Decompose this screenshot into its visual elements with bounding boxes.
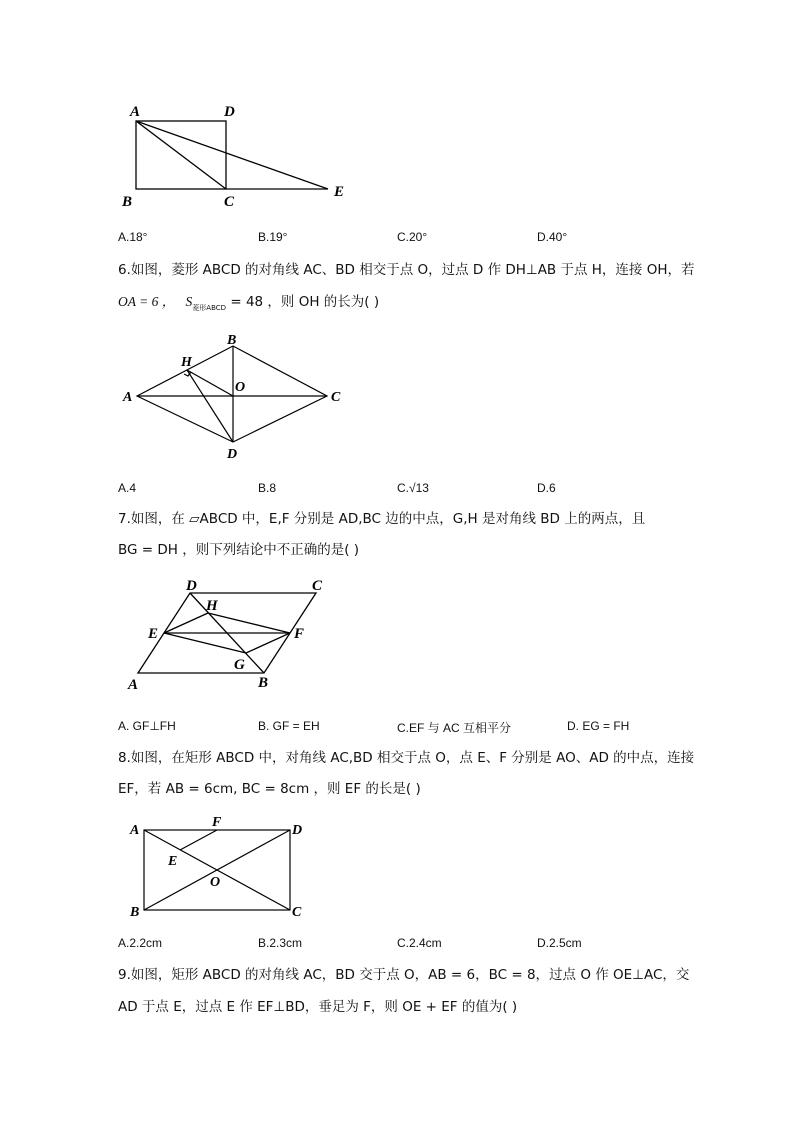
q6-area-subscript: 菱形ABCD bbox=[192, 304, 227, 312]
q7-text-line1: 7.如图，在 ▱ABCD 中，E,F 分别是 AD,BC 边的中点，G,H 是对角线 BD 上的两点，且 bbox=[118, 511, 646, 527]
q8-option-b[interactable]: B.2.3cm bbox=[258, 936, 303, 950]
figure-q6 bbox=[115, 330, 355, 465]
label-a: A bbox=[128, 677, 139, 693]
q7-option-a[interactable]: A. GF⊥FH bbox=[118, 719, 176, 733]
label-b: B bbox=[122, 194, 133, 210]
q5-option-c[interactable]: C.20° bbox=[397, 230, 428, 244]
label-f: F bbox=[212, 815, 222, 830]
label-a: A bbox=[123, 390, 133, 405]
q5-option-b[interactable]: B.19° bbox=[258, 230, 288, 244]
label-d: D bbox=[227, 447, 238, 462]
line-hf bbox=[208, 613, 290, 633]
label-g: G bbox=[234, 657, 245, 673]
q6-option-c[interactable]: C.√13 bbox=[397, 481, 429, 495]
label-h: H bbox=[206, 598, 218, 614]
figure-q8 bbox=[120, 812, 320, 924]
label-d: D bbox=[186, 578, 197, 594]
figure-q7 bbox=[120, 575, 345, 695]
q9-text-line2: AD 于点 E，过点 E 作 EF⊥BD，垂足为 F，则 OE + EF 的值为( ) bbox=[118, 999, 518, 1015]
q6-option-d[interactable]: D.6 bbox=[537, 481, 556, 495]
label-e: E bbox=[148, 626, 159, 642]
q8-option-c[interactable]: C.2.4cm bbox=[397, 936, 442, 950]
label-b: B bbox=[258, 675, 269, 691]
line-ac bbox=[136, 121, 226, 189]
label-a: A bbox=[130, 823, 140, 838]
q6-text-line1: 6.如图，菱形 ABCD 的对角线 AC、BD 相交于点 O，过点 D 作 DH⊥AB 于点 H，连接 OH，若 bbox=[118, 262, 695, 278]
label-d: D bbox=[292, 823, 303, 838]
line-oh bbox=[187, 370, 233, 396]
q6-line2-rest: = 48 ，则 OH 的长为( ) bbox=[230, 294, 380, 310]
figure-q5 bbox=[110, 95, 360, 215]
line-eg bbox=[164, 633, 246, 653]
q8-text-line2: EF，若 AB = 6cm, BC = 8cm ，则 EF 的长是( ) bbox=[118, 781, 421, 797]
q6-option-a[interactable]: A.4 bbox=[118, 481, 137, 495]
label-c: C bbox=[312, 578, 323, 594]
q5-option-d[interactable]: D.40° bbox=[537, 230, 568, 244]
q5-option-a[interactable]: A.18° bbox=[118, 230, 148, 244]
label-b: B bbox=[130, 905, 140, 920]
label-e: E bbox=[168, 854, 178, 869]
label-b: B bbox=[227, 333, 237, 348]
label-c: C bbox=[292, 905, 302, 920]
label-h: H bbox=[181, 355, 192, 370]
label-e: E bbox=[334, 184, 345, 200]
label-o: O bbox=[210, 875, 221, 890]
q7-option-d[interactable]: D. EG = FH bbox=[567, 719, 630, 733]
q6-oa: OA = 6 ， bbox=[118, 294, 176, 309]
q7-option-c[interactable]: C.EF 与 AC 互相平分 bbox=[397, 721, 512, 735]
q7-option-b[interactable]: B. GF = EH bbox=[258, 719, 320, 733]
q6-option-b[interactable]: B.8 bbox=[258, 481, 277, 495]
q6-text-line2: OA = 6 ， $S_{菱形ABCD} = 48$ ，则 OH 的长为( ) bbox=[118, 294, 380, 312]
label-o: O bbox=[235, 380, 246, 395]
q9-text-line1: 9.如图，矩形 ABCD 的对角线 AC，BD 交于点 O，AB = 6，BC = 8，过点 O 作 OE⊥AC，交 bbox=[118, 967, 690, 983]
q8-option-d[interactable]: D.2.5cm bbox=[537, 936, 582, 950]
q7-text-line2: BG = DH ，则下列结论中不正确的是( ) bbox=[118, 542, 360, 558]
label-c: C bbox=[224, 194, 235, 210]
line-ef bbox=[180, 830, 217, 850]
label-a: A bbox=[130, 104, 141, 120]
q8-text-line1: 8.如图，在矩形 ABCD 中，对角线 AC,BD 相交于点 O，点 E、F 分别是 AO、AD 的中点，连接 bbox=[118, 750, 695, 766]
label-d: D bbox=[224, 104, 235, 120]
q8-option-a[interactable]: A.2.2cm bbox=[118, 936, 163, 950]
label-f: F bbox=[294, 626, 305, 642]
rhombus-abcd bbox=[137, 346, 327, 442]
label-c: C bbox=[331, 390, 341, 405]
line-ae bbox=[136, 121, 328, 189]
